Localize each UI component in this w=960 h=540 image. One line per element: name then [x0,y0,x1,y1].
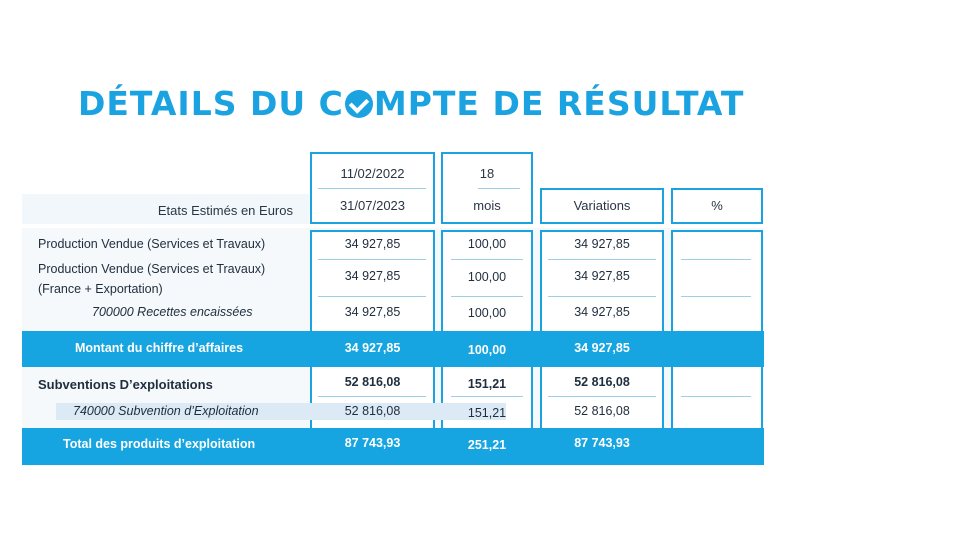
row-divider [548,396,656,397]
variation-cell: 87 743,93 [574,436,630,450]
end-date: 31/07/2023 [339,198,406,213]
ratio-cell: 100,00 [467,270,507,284]
ratio-cell: 100,00 [467,343,507,357]
row-divider [548,296,656,297]
row-divider [681,259,751,260]
row-divider [681,296,751,297]
row-divider [318,296,426,297]
ratio-cell: 100,00 [467,306,507,320]
row-label: Total des produits d’exploitation [63,437,256,451]
row-label: Production Vendue (Services et Travaux) [38,237,266,251]
variation-column [540,230,664,430]
row-divider [451,259,523,260]
amount-cell: 52 816,08 [344,404,401,418]
percent-header: % [711,198,723,213]
variation-cell: 34 927,85 [574,237,630,251]
check-circle-icon [345,90,373,118]
amount-cell: 34 927,85 [344,305,401,319]
header-divider [478,188,520,189]
variation-cell: 34 927,85 [574,341,630,355]
variations-header: Variations [573,198,631,213]
row-label: 700000 Recettes encaissées [92,305,253,319]
header-divider [318,188,426,189]
row-divider [451,396,523,397]
row-divider [681,396,751,397]
row-label: Montant du chiffre d’affaires [75,341,244,355]
row-divider [548,259,656,260]
variation-cell: 52 816,08 [574,375,630,389]
variation-cell: 52 816,08 [574,404,630,418]
page-title: DÉTAILS DU C MPTE DE RÉSULTAT [78,84,745,123]
duration-value: 18 [479,166,495,181]
ratio-column [441,230,533,430]
amount-cell: 34 927,85 [344,341,401,355]
row-divider [451,296,523,297]
row-label: Subventions D’exploitations [38,377,213,392]
row-label: 740000 Subvention d’Exploitation [73,404,259,418]
row-label: Production Vendue (Services et Travaux) [38,262,266,276]
row-divider [318,259,426,260]
percent-column [671,230,763,430]
start-date: 11/02/2022 [340,166,405,181]
variation-cell: 34 927,85 [574,305,630,319]
amount-cell: 34 927,85 [344,237,401,251]
variation-cell: 34 927,85 [574,269,630,283]
ratio-cell: 151,21 [467,377,507,391]
row-divider [318,396,426,397]
row-label-continuation: (France + Exportation) [38,282,163,296]
amount-cell: 34 927,85 [344,269,401,283]
amount-column [310,230,435,430]
duration-unit: mois [473,198,501,213]
ratio-cell: 251,21 [467,438,507,452]
amount-cell: 87 743,93 [344,436,401,450]
amount-cell: 52 816,08 [344,375,401,389]
row-label-header: Etats Estimés en Euros [157,203,293,218]
ratio-cell: 151,21 [467,406,507,420]
ratio-cell: 100,00 [467,237,507,251]
